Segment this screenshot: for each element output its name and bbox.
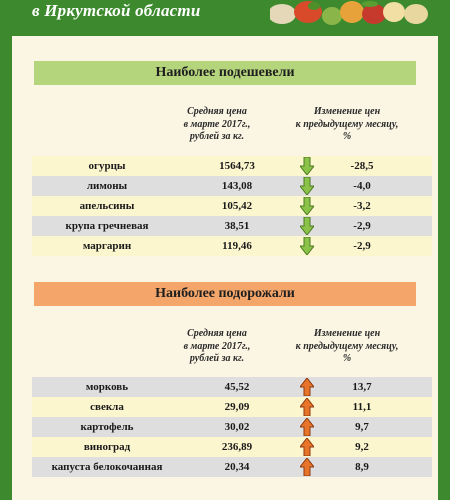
cheaper-table	[32, 156, 432, 256]
table-row	[32, 216, 432, 236]
arrow-up-icon	[292, 458, 322, 476]
table-row	[32, 397, 432, 417]
arrow-down-icon	[292, 177, 322, 195]
table-row	[32, 457, 432, 477]
product-name: виноград	[83, 441, 131, 453]
header-line: рублей за кг.	[189, 353, 245, 364]
product-price: 20,34	[224, 461, 250, 473]
price-change: 11,1	[352, 401, 372, 413]
header-line: в марте 2017г.,	[183, 118, 251, 130]
price-change: -28,5	[350, 160, 374, 172]
table-row	[32, 156, 432, 176]
table-row	[32, 196, 432, 216]
price-change: -4,0	[353, 180, 371, 192]
cheaper-section-title: Наиболее подешевели	[34, 61, 416, 85]
table-row	[32, 236, 432, 256]
price-change: 9,2	[355, 441, 369, 453]
arrow-down-icon	[292, 217, 322, 235]
pricier-section-title: Наиболее подорожали	[34, 282, 416, 306]
header-line: Изменение цен	[313, 328, 381, 339]
product-name: капуста белокочанная	[51, 461, 163, 473]
product-name: картофель	[80, 421, 134, 433]
product-price: 119,46	[222, 240, 252, 252]
product-price: 105,42	[221, 200, 253, 212]
header-line: к предыдущему месяцу,	[295, 340, 399, 352]
product-name: огурцы	[88, 160, 126, 172]
product-price: 45,52	[224, 381, 250, 393]
arrow-up-icon	[292, 418, 322, 436]
header-line: к предыдущему месяцу,	[295, 118, 399, 130]
table-row	[32, 377, 432, 397]
price-change: 13,7	[352, 381, 372, 393]
arrow-down-icon	[292, 157, 322, 175]
price-change: 8,9	[355, 461, 369, 473]
header-line: %	[342, 353, 352, 364]
header-line: %	[342, 131, 352, 142]
arrow-up-icon	[292, 378, 322, 396]
product-name: лимоны	[86, 180, 128, 192]
price-change: 9,7	[355, 421, 369, 433]
product-price: 1564,73	[219, 160, 255, 172]
table-row	[32, 176, 432, 196]
header-line: Средняя цена	[187, 328, 247, 339]
arrow-down-icon	[292, 237, 322, 255]
header-line: Средняя цена	[187, 106, 247, 117]
product-name: свекла	[90, 401, 124, 413]
header-line: Изменение цен	[313, 106, 381, 117]
page-title: в Иркутской области	[32, 1, 201, 20]
arrow-up-icon	[292, 438, 322, 456]
product-price: 236,89	[221, 441, 253, 453]
pricier-price-column-header	[162, 328, 272, 366]
header-line: рублей за кг.	[189, 131, 245, 142]
price-change: -3,2	[353, 200, 371, 212]
product-name: крупа гречневая	[65, 220, 149, 232]
arrow-up-icon	[292, 398, 322, 416]
product-name: маргарин	[82, 240, 132, 252]
price-change: -2,9	[353, 220, 371, 232]
page-header	[0, 0, 450, 28]
header-line: в марте 2017г.,	[183, 340, 251, 352]
pricier-change-column-header	[272, 328, 422, 366]
product-price: 38,51	[224, 220, 250, 232]
product-name: апельсины	[79, 200, 135, 212]
product-price: 29,09	[224, 401, 250, 413]
content-panel	[12, 36, 438, 500]
product-price: 143,08	[221, 180, 253, 192]
cheaper-change-column-header	[272, 106, 422, 144]
vegetables-image	[270, 0, 430, 28]
pricier-table	[32, 377, 432, 477]
product-price: 30,02	[224, 421, 250, 433]
cheaper-price-column-header	[162, 106, 272, 144]
table-row	[32, 437, 432, 457]
product-name: морковь	[85, 381, 129, 393]
arrow-down-icon	[292, 197, 322, 215]
price-change: -2,9	[353, 240, 371, 252]
table-row	[32, 417, 432, 437]
